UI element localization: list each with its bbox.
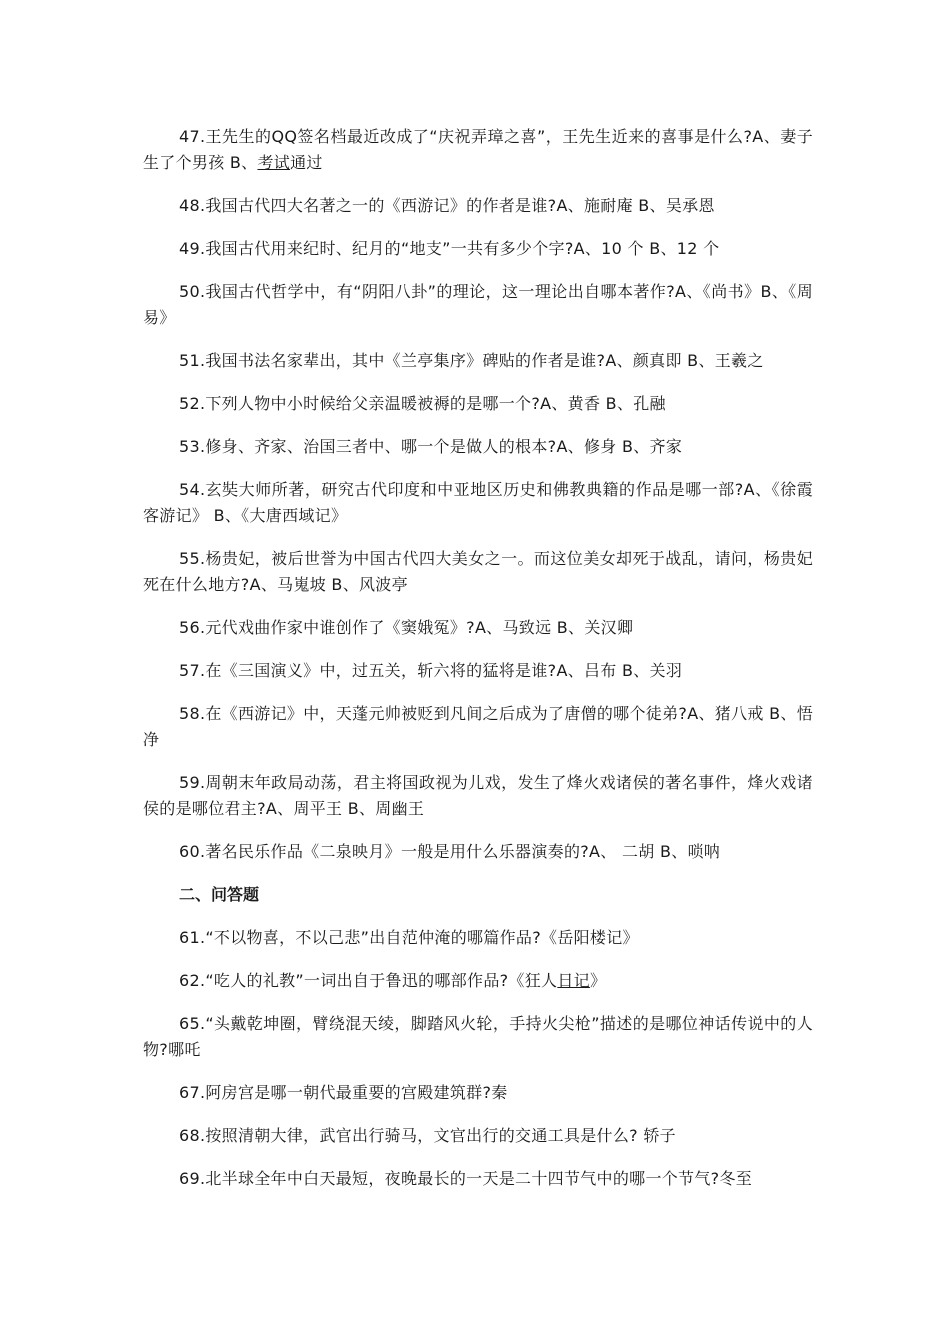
question-47-text-end: 通过 bbox=[290, 153, 323, 172]
question-62-text: 62.“吃人的礼教”一词出自于鲁迅的哪部作品?《狂人 bbox=[179, 971, 558, 990]
question-62 bbox=[143, 968, 813, 994]
question-47 bbox=[143, 124, 813, 176]
question-47-text: 47.王先生的QQ签名档最近改成了“庆祝弄璋之喜”，王先生近来的喜事是什么?A、妻子生了个男孩 B、 bbox=[143, 127, 813, 172]
question-49: 49.我国古代用来纪时、纪月的“地支”一共有多少个字?A、10 个 B、12 个 bbox=[179, 239, 720, 258]
question-54: 54.玄奘大师所著，研究古代印度和中亚地区历史和佛教典籍的作品是哪一部?A、《徐霞客游记》 B、《大唐西域记》 bbox=[143, 480, 813, 525]
question-53: 53.修身、齐家、治国三者中、哪一个是做人的根本?A、修身 B、齐家 bbox=[179, 437, 683, 456]
section-heading: 二、问答题 bbox=[179, 885, 260, 904]
question-61: 61.“不以物喜，不以己悲”出自范仲淹的哪篇作品?《岳阳楼记》 bbox=[179, 928, 639, 947]
question-59: 59.周朝末年政局动荡，君主将国政视为儿戏，发生了烽火戏诸侯的著名事件，烽火戏诸侯的是哪位君主?A、周平王 B、周幽王 bbox=[143, 773, 813, 818]
question-57: 57.在《三国演义》中，过五关，斩六将的猛将是谁?A、吕布 B、关羽 bbox=[179, 661, 683, 680]
question-68: 68.按照清朝大律，武官出行骑马，文官出行的交通工具是什么? 轿子 bbox=[179, 1126, 676, 1145]
question-51: 51.我国书法名家辈出，其中《兰亭集序》碑贴的作者是谁?A、颜真即 B、王羲之 bbox=[179, 351, 764, 370]
question-55: 55.杨贵妃，被后世誉为中国古代四大美女之一。而这位美女却死于战乱，请问，杨贵妃死在什么地方?A、马嵬坡 B、风波亭 bbox=[143, 549, 813, 594]
question-69: 69.北半球全年中白天最短，夜晚最长的一天是二十四节气中的哪一个节气?冬至 bbox=[179, 1169, 753, 1188]
question-65: 65.“头戴乾坤圈，臂绕混天绫，脚踏风火轮，手持火尖枪”描述的是哪位神话传说中的人物?哪吒 bbox=[143, 1014, 813, 1059]
question-52: 52.下列人物中小时候给父亲温暖被褥的是哪一个?A、黄香 B、孔融 bbox=[179, 394, 666, 413]
question-67: 67.阿房宫是哪一朝代最重要的宫殿建筑群?秦 bbox=[179, 1083, 508, 1102]
question-58: 58.在《西游记》中，天蓬元帅被贬到凡间之后成为了唐僧的哪个徒弟?A、猪八戒 B、悟净 bbox=[143, 704, 813, 749]
document-body bbox=[143, 124, 813, 1209]
question-50: 50.我国古代哲学中，有“阴阳八卦”的理论，这一理论出自哪本著作?A、《尚书》B、《周易》 bbox=[143, 282, 813, 327]
question-56: 56.元代戏曲作家中谁创作了《窦娥冤》?A、马致远 B、关汉卿 bbox=[179, 618, 634, 637]
question-47-underlined-text: 考试 bbox=[257, 153, 291, 172]
question-62-text-end: 》 bbox=[589, 971, 607, 990]
question-60: 60.著名民乐作品《二泉映月》一般是用什么乐器演奏的?A、 二胡 B、唢呐 bbox=[179, 842, 721, 861]
question-48: 48.我国古代四大名著之一的《西游记》的作者是谁?A、施耐庵 B、吴承恩 bbox=[179, 196, 715, 215]
question-62-underlined-text: 日记 bbox=[557, 971, 590, 990]
